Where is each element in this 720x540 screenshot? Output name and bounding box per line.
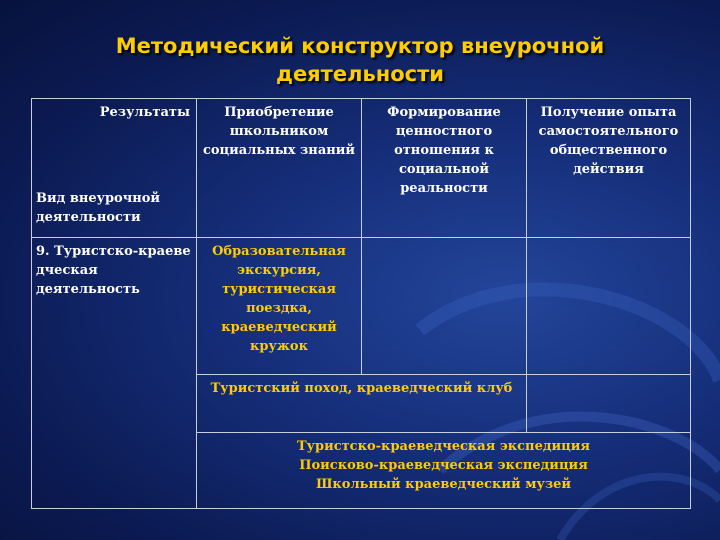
slide-title [40, 32, 680, 88]
empty-cell [527, 375, 691, 433]
slide-title-line2: деятельности [275, 62, 445, 86]
corner-activity-label: Вид внеурочной деятельности [36, 191, 161, 225]
level3-line: Туристско-краеведческая экспедиция [296, 439, 590, 454]
slide-title-line1: Методический конструктор внеурочной [115, 34, 605, 58]
row-label-tourism: 9. Туристско-краеве дческая деятельность [32, 238, 197, 509]
cell-level1-forms: Образовательная экскурсия, туристическая поездка, краеведческий кружок [197, 238, 362, 375]
empty-cell [527, 238, 691, 375]
cell-level2-forms: Туристский поход, краеведческий клуб [197, 375, 527, 433]
empty-cell [362, 238, 527, 375]
header-value-attitude: Формирование ценностного отношения к социальной реальности [362, 99, 527, 238]
corner-results-label: Результаты [99, 105, 190, 120]
header-social-knowledge: Приобретение школьником социальных знаний [197, 99, 362, 238]
header-action-experience: Получение опыта самостоятельного общественного действия [527, 99, 691, 238]
level3-line: Школьный краеведческий музей [315, 477, 572, 492]
level3-line: Поисково-краеведческая экспедиция [299, 458, 588, 473]
constructor-table [31, 98, 691, 509]
corner-cell [32, 99, 197, 238]
cell-level3-forms [197, 433, 691, 509]
